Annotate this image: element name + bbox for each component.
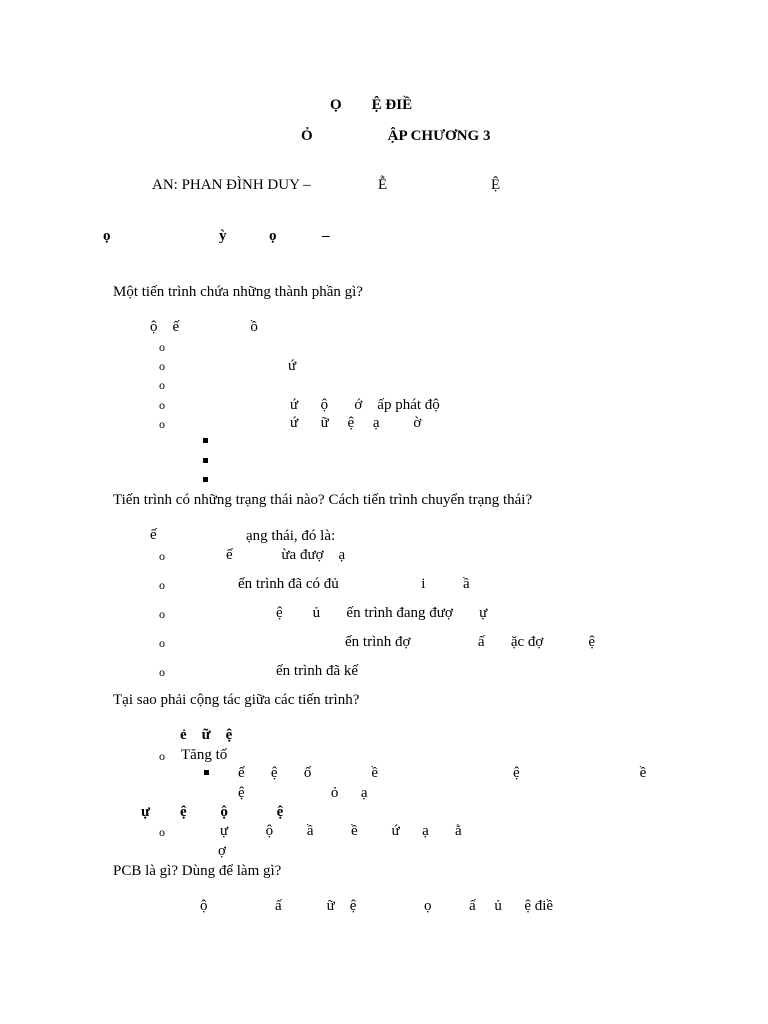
square-bullet-icon [203,438,208,443]
q3-item-1: Tăng tố [181,747,228,763]
question-1: Một tiến trình chứa những thành phần gì? [113,284,363,300]
q2-intro-a: ế [150,527,157,543]
square-bullet-icon [203,458,208,463]
q2-state: ệ ủ ến trình đang đượ ự [276,605,488,621]
q2-state: ến trình đã kế [276,663,359,679]
circle-bullet-icon: o [159,636,165,650]
info-c: ọ [269,228,277,244]
info-a: ọ [103,228,111,244]
q3-head-1: ẻ ữ ệ [180,727,233,743]
q2-intro-b: ạng thái, đó là: [246,528,336,544]
circle-bullet-icon: o [159,825,165,839]
q3-item-2-cont: ợ [218,843,226,859]
q3-head-2: ự ệ ộ ệ [141,804,284,820]
q1-item: ứ ộ ớ ấp phát độ [290,397,440,413]
q1-item: ứ [288,358,297,374]
title-line-2: Ỏ ẬP CHƯƠNG 3 [301,128,491,144]
author-mid: Ễ [378,177,388,193]
circle-bullet-icon: o [159,340,165,354]
q1-item: ứ ữ ệ ạ ờ [290,415,422,431]
square-bullet-icon [203,477,208,482]
circle-bullet-icon: o [159,359,165,373]
question-4: PCB là gì? Dùng để làm gì? [113,863,282,879]
circle-bullet-icon: o [159,378,165,392]
title-line-1: Ọ Ệ ĐIỀ [330,97,413,113]
q3-sub-1b: ệ ỏ ạ [238,785,368,801]
q4-answer: ộ ấ ữ ệ ọ ấ ủ ệ điề [200,898,554,914]
q3-sub-1a: ế ệ ố ề ệ ề [238,765,647,781]
question-3: Tại sao phải cộng tác giữa các tiến trình? [113,692,360,708]
circle-bullet-icon: o [159,549,165,563]
author-right: Ệ [491,177,501,193]
info-d: – [322,228,330,244]
circle-bullet-icon: o [159,607,165,621]
square-bullet-icon [204,770,209,775]
info-b: ỳ [219,228,227,244]
circle-bullet-icon: o [159,749,165,763]
q1-intro: ộ ế ồ [150,319,258,335]
circle-bullet-icon: o [159,578,165,592]
q2-state: ến trình đã có đủ i ầ [238,576,470,592]
circle-bullet-icon: o [159,398,165,412]
q2-state: ế ừa đượ ạ [226,547,346,563]
author-name: AN: PHAN ĐÌNH DUY – [152,177,311,193]
circle-bullet-icon: o [159,665,165,679]
q2-state: ến trình đợ ấ ặc đợ ệ [345,634,595,650]
q3-item-2: ự ộ ầ ề ứ ạ ằ [220,823,462,839]
circle-bullet-icon: o [159,417,165,431]
question-2: Tiến trình có những trạng thái nào? Cách tiến trình chuyển trạng thái? [113,492,533,508]
